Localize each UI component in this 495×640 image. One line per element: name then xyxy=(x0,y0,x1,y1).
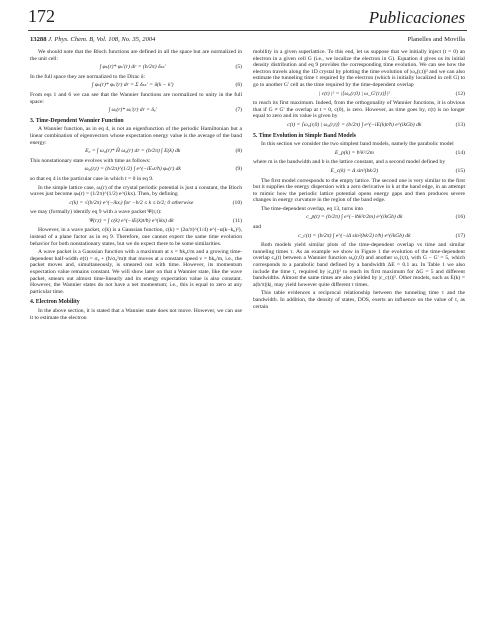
section-heading: 3. Time-Dependent Wannier Function xyxy=(30,117,124,124)
paragraph: We should note that the Bloch functions are defined in all the space but are normalized in the unit cell: xyxy=(30,49,242,62)
paragraph: From eqs 1 and 6 we can see that the Wannier functions are normalized to unity in the full space: xyxy=(30,91,242,105)
journal-citation: J. Phys. Chem. B, Vol. 108, No. 35, 2004 xyxy=(48,36,156,43)
equation-16 xyxy=(253,214,465,221)
paragraph: where m is the bandwidth and b is the lattice constant, and a second model defined by xyxy=(253,159,446,166)
section-heading: 5. Time Evolution in Simple Band Models xyxy=(253,132,357,139)
section-heading: 4. Electron Mobility xyxy=(30,299,80,306)
equation-number: (13) xyxy=(455,121,465,128)
equation-body: ω₀(r,t) = (b/2π)^(1/2) ∫ e^(−iEₖt/ħ) φₖ(r) dk xyxy=(84,166,181,173)
equation-5 xyxy=(30,64,242,71)
paragraph: In this section we consider the two simplest band models, namely the parabolic model xyxy=(261,141,454,148)
equation-number: (12) xyxy=(455,90,465,97)
equation-number: (16) xyxy=(455,214,465,221)
equation-13 xyxy=(253,122,465,129)
equation-6 xyxy=(30,82,242,89)
equation-body: ∫ ωᵢ(r)* ωᵢ'(r) dr = δᵢᵢ' xyxy=(108,107,157,114)
equation-body: E₀ = ∫ ω₀(r)* Ĥ ω₀(r) dr = (b/2π) ∫ E(k) dk xyxy=(85,148,181,155)
equation-number: (9) xyxy=(235,166,242,173)
equation-body: c_p(t) = (b/2π) ∫ e^(−iħk²t/2m) e^(ikGb) dk xyxy=(306,214,403,221)
header-rule xyxy=(28,30,467,31)
equation-8 xyxy=(30,148,242,155)
equation-12 xyxy=(253,91,465,98)
equation-body: E_c(k) = Δ sin²(bk/2) xyxy=(330,167,379,174)
equation-body: ∫ φₖ(r)* φₖ'(r) dr = Σ δₖₖ' = δ(k − k') xyxy=(91,82,174,89)
equation-body: Ψ(r,t) = ∫ c(k) e^(−iE(k)t/ħ) e^(ikx) dk xyxy=(89,217,174,224)
equation-number: (11) xyxy=(232,217,242,224)
equation-10 xyxy=(30,200,242,207)
equation-11 xyxy=(30,218,242,225)
equation-number: (5) xyxy=(235,64,242,71)
equation-number: (17) xyxy=(455,232,465,239)
paragraph: to reach its first maximum. Indeed, from the orthogonality of Wannier functions, it is obvious that if G ≠ G' the overlap at t = 0, c(0), is zero. However, as time goes by, c(t) is no longer equal to zero and its value is given by xyxy=(253,100,465,120)
equation-number: (10) xyxy=(232,199,242,206)
equation-body: E_p(k) = ħ²k²/2m xyxy=(334,149,374,156)
equation-body: c(t) = ⟨ω₀(r,0) | ω₀(r,t)⟩ = (b/2π) ∫ e^(−iE(k)t/ħ) e^(ikGb) dk xyxy=(287,121,422,128)
equation-body: c_c(t) = (b/2π) ∫ e^(−iΔ sin²(bk/2) t/ħ) e^(ikGb) dk xyxy=(298,232,411,239)
paragraph: This nonstationary state evolves with time as follows: xyxy=(30,157,151,164)
equation-number: (7) xyxy=(235,107,242,114)
paragraph: In the simple lattice case, ωᵢ(r) of the crystal periodic potential is just a constant, the Bloch waves just become φₖ(r) = (1/2π)^(1/2) e^(ikx). Then, by defining xyxy=(30,184,242,198)
equation-number: (15) xyxy=(455,167,465,174)
journal-reference xyxy=(30,36,155,43)
equation-body: | c(t) |² = |⟨ω₀(r,0) | ω_G'(r,t)⟩|² xyxy=(318,90,390,97)
equation-number: (14) xyxy=(455,149,465,156)
equation-number: (6) xyxy=(235,82,242,89)
equation-15 xyxy=(253,168,465,175)
page-number: 172 xyxy=(28,6,55,26)
paragraph: This table evidences a reciprocal relationship between the tunneling time τ and the bandwidth. In addition, the density of states, DOS, exerts an influence on the value of τ, as certain xyxy=(253,290,465,310)
paragraph: mobility in a given superlattice. To this end, let us suppose that we initially inject (t = 0) an electron in a given cell G (i.e., we localize the electron in G). Equation 4 gives us its initial density distribution and eq 9 provides the corresponding time evolution. We can see how the electron travels along the 1D crystal by plotting the time evolution of |ω₀(r,t)|² and we can also estimate the tunneling time τ required by the electron (which is initially localized in cell G) to go to another G' cell as the time required by the time-dependent overlap xyxy=(253,49,465,88)
paragraph: and xyxy=(253,224,262,231)
equation-9 xyxy=(30,166,242,173)
equation-17 xyxy=(253,233,465,240)
right-column xyxy=(253,49,465,312)
paragraph: In the above section, it is stated that a Wannier state does not move. However, we can use it to estimate the electron xyxy=(30,308,242,321)
page-header-title: Publicaciones xyxy=(368,8,465,27)
equation-number: (8) xyxy=(235,148,242,155)
paragraph: so that eq 4 is the particular case in which t = 0 in eq 9. xyxy=(30,175,154,182)
journal-page: 13288 xyxy=(30,36,47,43)
equation-body: c(k) = √(b/2π) e^(−ikxᵢ) for −b/2 ≤ k ≤ b/2; 0 otherwise xyxy=(69,199,194,206)
equation-body: ∫ φₖ(r)* φₖ'(r) dr = (b/2π) δₖₖ' xyxy=(99,64,166,71)
paragraph: The first model corresponds to the empty lattice. The second one is very similar to the first but it supplies the energy dispersion with a zero derivative in k at the band edge, in an attempt to mimic how the periodic lattice potential opens energy gaps and then produces severe changes in energy curvature in the region of the band edge. xyxy=(253,177,465,204)
paragraph: In the full space they are normalized to the Dirac δ: xyxy=(30,73,146,80)
paragraph: The time-dependent overlap, eq 13, turns into xyxy=(261,205,364,212)
paragraph: Both models yield similar plots of the time-dependent overlap vs time and similar tunneling times τ. As an example we show in Figure 1 the evolution of the time-dependent overlap c₀(t) between a Wannier function ω₀(r,0) and another ω₁(r,t), with G − G' = 5, which corresponds to a parabolic band defined by a bandwidth ΔE = 0.1 au. In Table 1 we also include the time τ₁ required by |c₀(t)|² to reach its first maximum for ΔG = 5 and different bandwidths. Almost the same times are also yielded by |c_c(t)|². Other models, such as E(k) = a(b/π)|k|, may yield however quite different τ times. xyxy=(253,242,465,288)
paragraph: A wave packet is a Gaussian function with a maximum at x = ħk₀t/m and a growing time-dependent half-width σ(t) = σ₀ + (ħ/σ₀²m)t that moves at a constant speed v = ħk₀/m, i.e., the packet moves and, simultaneously, is smeared out with time. However, its momentum expectation value remains constant. We will show later on that a Wannier state, like the wave packet, smears out almost time-linearly and its energy expectation value is also constant. However, the Wannier states do not have a net momentum; i.e., this is equal to zero at any particular time. xyxy=(30,249,242,295)
paragraph: we may (formally) identify eq 9 with a wave packet Ψ(r,t): xyxy=(30,209,162,216)
left-column xyxy=(30,49,242,323)
equation-7 xyxy=(30,107,242,114)
paragraph: A Wannier function, as in eq 4, is not an eigenfunction of the periodic Hamiltonian but a linear combination of eigenvectors whose expectation energy value is the average of the band energy: xyxy=(30,126,242,146)
equation-14 xyxy=(253,150,465,157)
paragraph: However, in a wave packet, c(k) is a Gaussian function, c(k) = (2α/π)^(1/4) e^(−α(k−k₀)²), instead of a plane factor as in eq 9. Therefore, one cannot expect the same time evolution behavior for both nonstationary states, but we do expect there to be some similarities. xyxy=(30,227,242,247)
authors: Planelles and Movilla xyxy=(407,36,465,43)
